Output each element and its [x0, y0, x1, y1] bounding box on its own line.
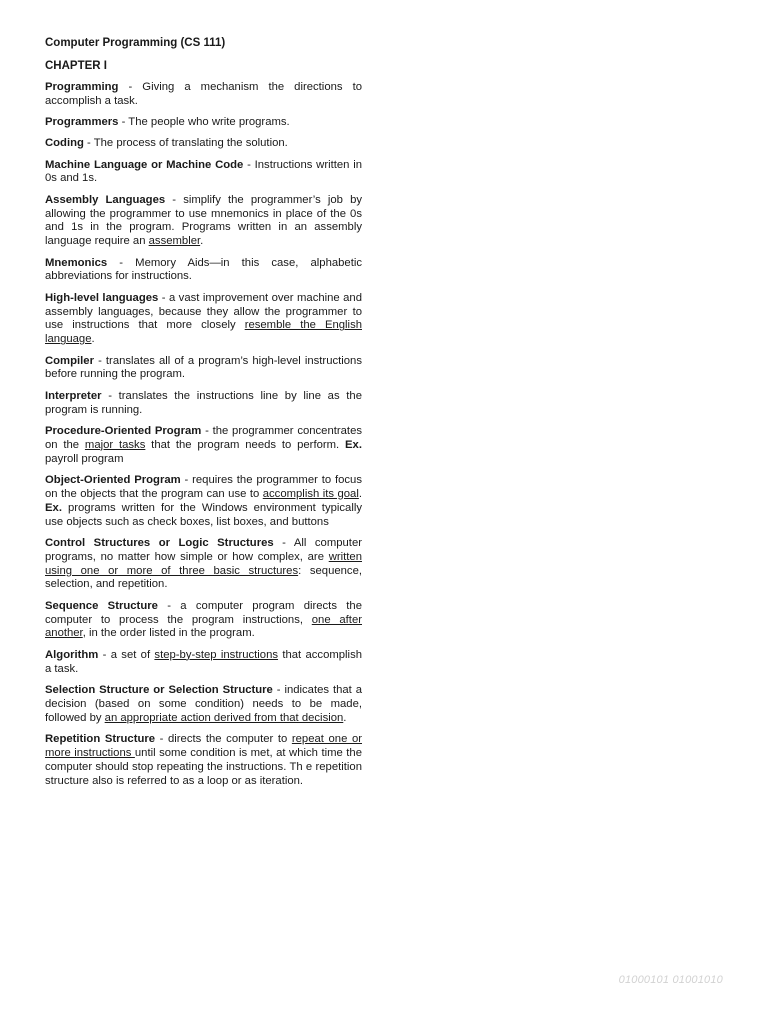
definition-text: payroll program — [45, 452, 124, 465]
bold-phrase: Ex. — [345, 438, 362, 451]
definition-text: - The process of translating the solution. — [83, 137, 288, 150]
definition-term: Compiler — [45, 354, 94, 367]
definition-text: . — [358, 487, 362, 500]
definition-text: . — [91, 333, 95, 346]
definition-text: , in the order listed in the program. — [82, 627, 255, 640]
definition-term: Sequence Structure — [45, 599, 158, 612]
definition-term: Programming — [45, 81, 119, 93]
definition-text: - a set of — [98, 648, 155, 661]
definition-term: Machine Language or Machine Code — [45, 158, 244, 171]
definition-entry — [45, 425, 362, 467]
underlined-phrase: step-by-step instructions — [154, 648, 279, 661]
definition-text: - requires the programmer to focus on the objects that the program can use to — [45, 473, 362, 500]
definition-entry — [45, 116, 362, 130]
definition-entry — [45, 684, 362, 726]
definition-term: Assembly Languages — [45, 193, 166, 206]
definition-text: until some condition is met, at which time the computer should stop repeating the instructions. Th e repetition structure also is referred to as a loop or as iteration. — [45, 746, 362, 787]
definition-entry — [45, 292, 362, 348]
definition-text: - the programmer concentrates on the — [45, 424, 362, 451]
definition-entry — [45, 390, 362, 418]
definition-text: - a vast improvement over machine and assembly languages, because they allow the programmer to use instructions that more closely — [45, 291, 362, 332]
definitions-list — [45, 81, 362, 788]
definition-entry — [45, 159, 362, 187]
chapter-heading: CHAPTER I — [45, 60, 107, 72]
underlined-phrase: one after another — [45, 613, 362, 640]
definition-text: - translates the instructions line by line as the program is running. — [45, 389, 362, 416]
underlined-phrase: resemble the English language — [45, 319, 362, 346]
definition-entry — [45, 649, 362, 677]
definition-text: - Instructions written in 0s and 1s. — [45, 158, 362, 185]
definition-entry — [45, 474, 362, 530]
definition-entry — [45, 537, 362, 593]
definition-term: Mnemonics — [45, 256, 108, 269]
definition-entry — [45, 194, 362, 250]
definition-text: - directs the computer to — [155, 732, 292, 745]
definition-text: - All computer programs, no matter how simple or how complex, are — [45, 536, 362, 563]
definition-text: : sequence, selection, and repetition. — [45, 564, 362, 591]
definition-term: Repetition Structure — [45, 732, 156, 745]
definition-entry — [45, 600, 362, 642]
definition-text: - simplify the programmer’s job by allowing the programmer to use mnemonics in place of the 0s and 1s in the program. Programs written in an assembly language require an — [45, 193, 362, 248]
definition-text: - indicates that a decision (based on some condition) needs to be made, followed by — [45, 683, 362, 724]
definition-text: - Memory Aids—in this case, alphabetic abbreviations for instructions. — [45, 256, 362, 283]
document-title: Computer Programming (CS 111) — [45, 37, 226, 49]
definition-text: - a computer program directs the computer to process the program instructions, — [45, 599, 362, 626]
definition-text: programs written for the Windows environment typically use objects such as check boxes, list boxes, and buttons — [45, 501, 362, 528]
underlined-phrase: written using one or more of three basic structures — [45, 550, 362, 577]
underlined-phrase: accomplish its goal — [262, 487, 359, 500]
definition-text: that the program needs to perform. — [145, 438, 345, 451]
underlined-phrase: major tasks — [84, 438, 146, 451]
footer-binary-watermark: 01000101 01001010 — [618, 974, 723, 986]
definition-entry — [45, 355, 362, 383]
bold-phrase: Ex. — [45, 501, 62, 514]
definition-term: Programmers — [45, 116, 119, 129]
definition-text: . — [343, 711, 347, 724]
definition-text: - Giving a mechanism the directions to accomplish a task. — [45, 81, 362, 107]
definition-term: Procedure-Oriented Program — [45, 424, 202, 437]
definition-term: Control Structures or Logic Structures — [45, 536, 274, 549]
definition-entry — [45, 257, 362, 285]
definition-entry — [45, 81, 362, 109]
definition-term: High-level languages — [45, 291, 159, 304]
document-page — [45, 36, 362, 796]
underlined-phrase: repeat one or more instructions — [45, 732, 362, 759]
definition-text: . — [200, 235, 204, 248]
definition-term: Interpreter — [45, 389, 102, 402]
definition-term: Selection Structure or Selection Structure — [45, 683, 273, 696]
definition-text: that accomplish a task. — [45, 648, 362, 675]
definition-term: Object-Oriented Program — [45, 473, 181, 486]
definition-text: - translates all of a program’s high-level instructions before running the program. — [45, 354, 362, 381]
underlined-phrase: an appropriate action derived from that decision — [104, 711, 344, 724]
definition-entry — [45, 733, 362, 789]
definition-text: - The people who write programs. — [118, 116, 290, 129]
definition-term: Algorithm — [45, 648, 99, 661]
definition-term: Coding — [45, 137, 84, 150]
definition-entry — [45, 137, 362, 151]
underlined-phrase: assembler — [148, 235, 201, 248]
